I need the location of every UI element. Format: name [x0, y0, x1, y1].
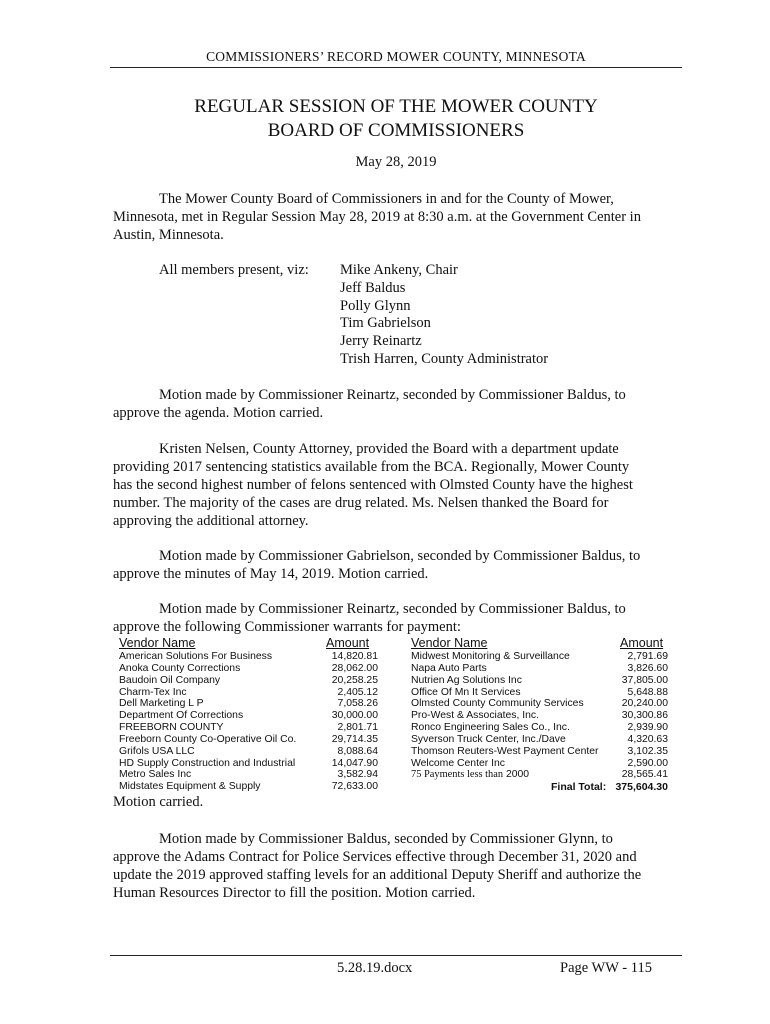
member-item: Tim Gabrielson [340, 315, 431, 332]
vendor-amount: 3,582.94 [337, 769, 378, 781]
vendor-amount: 2,405.12 [337, 686, 378, 698]
agenda-paragraph [113, 386, 669, 422]
vendor-name: Welcome Center Inc [411, 757, 505, 769]
members-list [340, 262, 548, 369]
column-header-amount: Amount [326, 636, 370, 650]
attorney-line: Kristen Nelsen, County Attorney, provided the Board with a department update [159, 441, 619, 457]
vendor-name: Ronco Engineering Sales Co., Inc. [411, 722, 570, 734]
column-header-amount: Amount [620, 636, 664, 650]
vendor-amount: 72,633.00 [331, 781, 378, 793]
adams-paragraph [113, 830, 669, 902]
adams-line: update the 2019 approved staffing levels for an additional Deputy Sheriff and authorize the [113, 867, 642, 883]
payments-prefix: 75 Payments less than [411, 769, 504, 781]
payments-less-than-row [411, 769, 611, 781]
attorney-line: providing 2017 sentencing statistics available from the BCA. Regionally, Mower County [113, 459, 630, 475]
adams-line: Human Resources Director to fill the position. Motion carried. [113, 885, 476, 901]
warrants-paragraph [113, 600, 669, 636]
vendor-amount: 29,714.35 [331, 733, 378, 745]
vendor-amount: 5,648.88 [627, 686, 668, 698]
vendor-name: Anoka County Corrections [119, 662, 241, 674]
footer-filename: 5.28.19.docx [337, 960, 413, 976]
vendor-amount: 4,320.63 [627, 733, 668, 745]
warrants-line: approve the following Commissioner warrants for payment: [113, 619, 461, 635]
warrants-line: Motion made by Commissioner Reinartz, seconded by Commissioner Baldus, to [159, 601, 626, 617]
vendor-name: Syverson Truck Center, Inc./Dave [411, 733, 566, 745]
intro-line: The Mower County Board of Commissioners in and for the County of Mower, [159, 191, 614, 207]
agenda-line: Motion made by Commissioner Reinartz, seconded by Commissioner Baldus, to [159, 387, 626, 403]
member-item: Polly Glynn [340, 297, 411, 314]
vendor-amount: 8,088.64 [337, 745, 378, 757]
vendor-amount: 2,939.90 [627, 722, 668, 734]
payments-suffix: 2000 [505, 769, 530, 781]
vendor-name: Napa Auto Parts [411, 662, 487, 674]
minutes-line: Motion made by Commissioner Gabrielson, seconded by Commissioner Baldus, to [159, 548, 641, 564]
right-vendor-amounts [590, 651, 668, 781]
vendor-name: Metro Sales Inc [119, 769, 192, 781]
vendor-name: Charm-Tex Inc [119, 686, 187, 698]
left-vendor-names [119, 651, 319, 793]
vendor-name: Pro-West & Associates, Inc. [411, 710, 540, 722]
member-item: Jerry Reinartz [340, 333, 422, 350]
attorney-paragraph [113, 440, 669, 530]
header-rule [110, 67, 682, 68]
right-vendor-names [411, 651, 611, 781]
document-title [110, 95, 682, 143]
vendor-amount: 20,240.00 [621, 698, 668, 710]
adams-line: approve the Adams Contract for Police Services effective through December 31, 2020 and [113, 849, 637, 865]
vendor-name: Olmsted County Community Services [411, 698, 584, 710]
vendor-name: Midstates Equipment & Supply [119, 781, 261, 793]
vendor-amount: 7,058.26 [337, 698, 378, 710]
footer-rule [110, 955, 682, 956]
vendor-amount: 2,590.00 [627, 757, 668, 769]
vendor-name: HD Supply Construction and Industrial [119, 757, 296, 769]
vendor-amount: 30,000.00 [331, 710, 378, 722]
final-total-label: Final Total: [551, 781, 607, 793]
vendor-amount: 2,791.69 [627, 651, 668, 662]
attorney-line: number. The majority of the cases are drug related. Ms. Nelsen thanked the Board for [113, 495, 609, 511]
vendor-amount: 3,102.35 [627, 745, 668, 757]
vendor-name: Dell Marketing L P [119, 698, 204, 710]
vendor-name: Freeborn County Co-Operative Oil Co. [119, 733, 297, 745]
vendor-name: FREEBORN COUNTY [119, 722, 224, 734]
intro-paragraph [113, 190, 669, 244]
vendor-amount: 37,805.00 [621, 674, 668, 686]
member-item: Mike Ankeny, Chair [340, 262, 458, 278]
page-header: COMMISSIONERS’ RECORD MOWER COUNTY, MINNESOTA [206, 49, 586, 64]
vendor-name: Office Of Mn It Services [411, 686, 521, 698]
members-label: All members present, viz: [159, 262, 309, 278]
intro-line: Minnesota, met in Regular Session May 28, 2019 at 8:30 a.m. at the Government Center in [113, 209, 641, 225]
vendor-name: American Solutions For Business [119, 651, 273, 662]
payments-amount: 28,565.41 [621, 769, 668, 781]
motion-carried: Motion carried. [113, 794, 204, 810]
agenda-line: approve the agenda. Motion carried. [113, 405, 324, 421]
final-total-amount: 375,604.30 [615, 781, 668, 793]
vendor-amount: 14,047.90 [331, 757, 378, 769]
left-vendor-amounts [300, 651, 378, 793]
footer-page-number: Page WW - 115 [560, 960, 652, 976]
minutes-paragraph [113, 547, 669, 583]
vendor-name: Department Of Corrections [119, 710, 244, 722]
vendor-amount: 14,820.81 [331, 651, 378, 662]
vendor-amount: 20,258.25 [331, 674, 378, 686]
vendor-amount: 28,062.00 [331, 662, 378, 674]
attorney-line: has the second highest number of felons sentenced with Olmsted County have the highest [113, 477, 633, 493]
column-header-vendor: Vendor Name [119, 636, 196, 650]
session-date: May 28, 2019 [355, 154, 437, 170]
title-line-2: BOARD OF COMMISSIONERS [267, 120, 525, 141]
member-item: Trish Harren, County Administrator [340, 350, 549, 367]
vendor-name: Baudoin Oil Company [119, 674, 221, 686]
attorney-line: approving the additional attorney. [113, 513, 309, 529]
intro-line: Austin, Minnesota. [113, 227, 224, 243]
minutes-line: approve the minutes of May 14, 2019. Motion carried. [113, 566, 429, 582]
vendor-amount: 3,826.60 [627, 662, 668, 674]
title-line-1: REGULAR SESSION OF THE MOWER COUNTY [194, 96, 598, 117]
column-header-vendor: Vendor Name [411, 636, 488, 650]
vendor-amount: 2,801.71 [337, 722, 378, 734]
vendor-name: Thomson Reuters-West Payment Center [411, 745, 599, 757]
vendor-amount: 30,300.86 [621, 710, 668, 722]
vendor-name: Nutrien Ag Solutions Inc [411, 674, 522, 686]
member-item: Jeff Baldus [340, 279, 406, 296]
vendor-name: Grifols USA LLC [119, 745, 195, 757]
vendor-name: Midwest Monitoring & Surveillance [411, 651, 570, 662]
adams-line: Motion made by Commissioner Baldus, seconded by Commissioner Glynn, to [159, 831, 613, 847]
